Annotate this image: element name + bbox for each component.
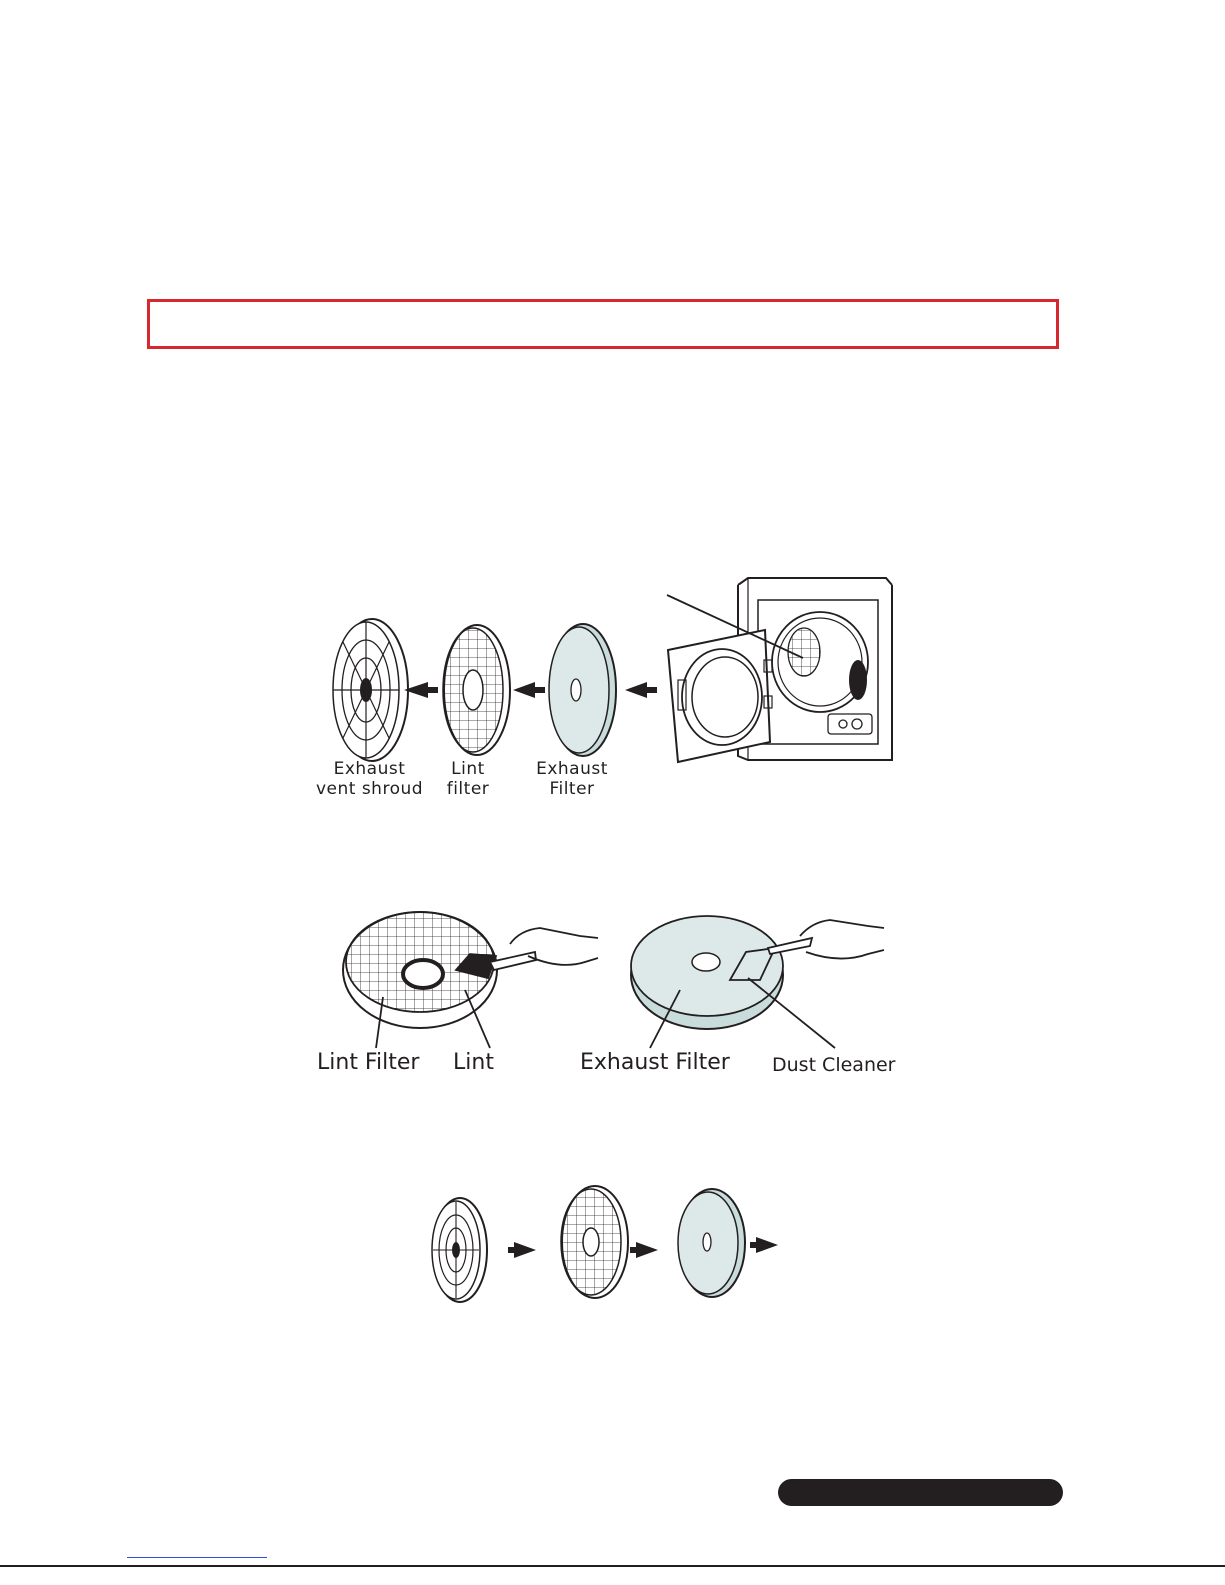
- lint-filter-icon: [561, 1186, 628, 1298]
- label-dust-cleaner: Dust Cleaner: [772, 1054, 896, 1076]
- label-line: Filter: [549, 779, 595, 799]
- label-lint-screen-text: Lint: [453, 1050, 494, 1075]
- arrow-right-icon: [508, 1242, 536, 1258]
- label-line: Exhaust: [333, 759, 406, 779]
- label-exhaust-filter-2: Exhaust Filter: [580, 1050, 730, 1075]
- page-number-pill: [778, 1479, 1063, 1506]
- exhaust-filter-icon: [678, 1189, 745, 1297]
- footer-rule: [0, 1565, 1225, 1567]
- footer-link-underline: [127, 1557, 267, 1558]
- label-line: vent shroud: [315, 779, 424, 799]
- label-line: Lint: [451, 759, 485, 779]
- label-line: Exhaust: [536, 759, 608, 779]
- arrow-right-icon: [630, 1242, 658, 1258]
- vent-shroud-icon: [432, 1198, 487, 1302]
- label-line: filter: [446, 779, 490, 799]
- arrow-right-icon: [750, 1237, 778, 1253]
- label-lint-filter-2: Lint Filter: [317, 1050, 420, 1075]
